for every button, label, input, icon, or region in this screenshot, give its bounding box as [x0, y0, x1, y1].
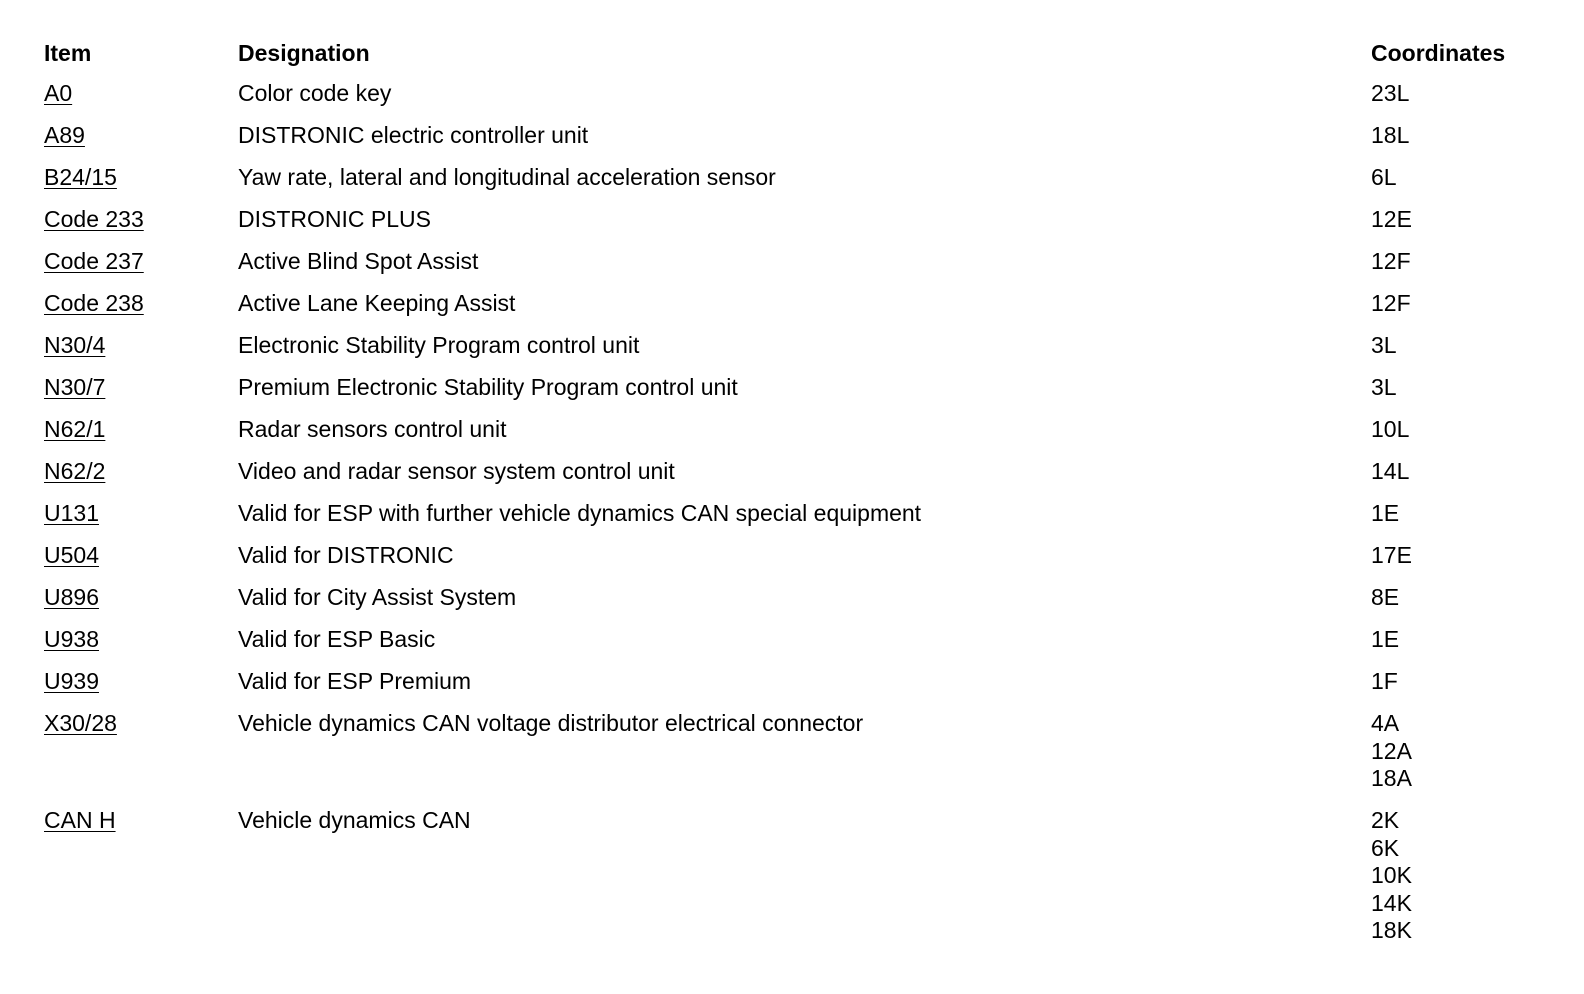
coordinate-value: 12F	[1371, 248, 1411, 274]
designation-cell: Valid for ESP with further vehicle dynamics CAN special equipment	[238, 500, 922, 526]
coordinates-cell	[1371, 616, 1564, 658]
table-row	[44, 406, 1564, 448]
item-link[interactable]: Code 237	[44, 248, 144, 274]
item-link[interactable]: X30/28	[44, 710, 117, 736]
coordinate-value: 12E	[1371, 206, 1412, 232]
item-cell	[44, 364, 238, 406]
header-item: Item	[44, 40, 92, 66]
designation-cell: Color code key	[238, 80, 392, 106]
coordinate-value: 3L	[1371, 332, 1397, 358]
designation-cell: Active Lane Keeping Assist	[238, 290, 516, 316]
coordinate-value: 3L	[1371, 374, 1397, 400]
coordinate-value: 23L	[1371, 80, 1410, 106]
item-link[interactable]: U938	[44, 626, 99, 652]
table-row	[44, 154, 1564, 196]
coordinate-value: 18L	[1371, 122, 1410, 148]
header-coordinates: Coordinates	[1371, 40, 1506, 66]
item-link[interactable]: A0	[44, 80, 73, 106]
designation-cell: Electronic Stability Program control unit	[238, 332, 640, 358]
coordinates-cell	[1371, 196, 1564, 238]
item-cell	[44, 154, 238, 196]
designation-cell: Valid for ESP Basic	[238, 626, 436, 652]
item-cell	[44, 658, 238, 700]
coordinate-value: 12A	[1371, 737, 1412, 764]
coordinates-cell	[1371, 700, 1564, 797]
table-row	[44, 574, 1564, 616]
item-link[interactable]: CAN H	[44, 807, 116, 833]
item-cell	[44, 490, 238, 532]
coordinates-cell	[1371, 448, 1564, 490]
item-link[interactable]: N62/1	[44, 416, 106, 442]
coordinates-cell	[1371, 797, 1564, 949]
coordinate-value: 6K	[1371, 834, 1400, 861]
component-legend-table	[44, 38, 1564, 949]
coordinate-value: 2K	[1371, 807, 1400, 833]
designation-cell: DISTRONIC electric controller unit	[238, 122, 589, 148]
designation-cell: Radar sensors control unit	[238, 416, 507, 442]
item-cell	[44, 406, 238, 448]
table-row	[44, 280, 1564, 322]
table-row	[44, 112, 1564, 154]
item-link[interactable]: Code 238	[44, 290, 144, 316]
table-row	[44, 70, 1564, 112]
item-cell	[44, 280, 238, 322]
coordinate-value: 1E	[1371, 626, 1400, 652]
designation-cell: Video and radar sensor system control unit	[238, 458, 675, 484]
coordinate-value: 12F	[1371, 290, 1411, 316]
coordinates-cell	[1371, 280, 1564, 322]
designation-cell: Vehicle dynamics CAN	[238, 807, 471, 833]
item-link[interactable]: U896	[44, 584, 99, 610]
item-cell	[44, 70, 238, 112]
table-row	[44, 700, 1564, 797]
table-row	[44, 448, 1564, 490]
item-cell	[44, 196, 238, 238]
table-row	[44, 196, 1564, 238]
item-link[interactable]: U504	[44, 542, 99, 568]
table-row	[44, 616, 1564, 658]
item-cell	[44, 797, 238, 949]
designation-cell: Valid for DISTRONIC	[238, 542, 454, 568]
item-link[interactable]: U939	[44, 668, 99, 694]
item-link[interactable]: U131	[44, 500, 99, 526]
coordinate-value: 14L	[1371, 458, 1410, 484]
coordinates-cell	[1371, 322, 1564, 364]
item-cell	[44, 700, 238, 797]
table-body	[44, 70, 1564, 949]
item-cell	[44, 532, 238, 574]
coordinates-cell	[1371, 574, 1564, 616]
designation-cell: Active Blind Spot Assist	[238, 248, 479, 274]
coordinate-value: 10K	[1371, 862, 1412, 888]
item-link[interactable]: N62/2	[44, 458, 106, 484]
item-link[interactable]: N30/7	[44, 374, 106, 400]
designation-cell: Yaw rate, lateral and longitudinal acceleration sensor	[238, 164, 776, 190]
designation-cell: DISTRONIC PLUS	[238, 206, 431, 232]
coordinate-value: 6L	[1371, 164, 1397, 190]
coordinate-value: 1E	[1371, 500, 1400, 526]
coordinate-value: 1F	[1371, 668, 1398, 694]
item-link[interactable]: A89	[44, 122, 85, 148]
item-link[interactable]: N30/4	[44, 332, 106, 358]
designation-cell: Premium Electronic Stability Program control unit	[238, 374, 738, 400]
table-row	[44, 238, 1564, 280]
item-link[interactable]: Code 233	[44, 206, 144, 232]
table-row	[44, 490, 1564, 532]
coordinate-value: 18K	[1371, 917, 1412, 943]
coordinates-cell	[1371, 658, 1564, 700]
header-designation: Designation	[238, 40, 370, 66]
table-header-row	[44, 38, 1564, 70]
table-row	[44, 322, 1564, 364]
coordinates-cell	[1371, 490, 1564, 532]
coordinate-value: 8E	[1371, 584, 1400, 610]
coordinate-value: 18A	[1371, 765, 1412, 791]
coordinates-cell	[1371, 238, 1564, 280]
coordinates-cell	[1371, 406, 1564, 448]
coordinates-cell	[1371, 70, 1564, 112]
table-row	[44, 658, 1564, 700]
coordinate-value: 4A	[1371, 710, 1400, 736]
coordinate-value: 14K	[1371, 889, 1412, 916]
table-row	[44, 364, 1564, 406]
coordinate-value: 17E	[1371, 542, 1412, 568]
designation-cell: Valid for ESP Premium	[238, 668, 472, 694]
item-link[interactable]: B24/15	[44, 164, 117, 190]
coordinates-cell	[1371, 112, 1564, 154]
coordinates-cell	[1371, 364, 1564, 406]
coordinate-value: 10L	[1371, 416, 1410, 442]
table-row	[44, 797, 1564, 949]
coordinates-cell	[1371, 154, 1564, 196]
item-cell	[44, 238, 238, 280]
coordinates-cell	[1371, 532, 1564, 574]
item-cell	[44, 574, 238, 616]
item-cell	[44, 616, 238, 658]
item-cell	[44, 322, 238, 364]
designation-cell: Valid for City Assist System	[238, 584, 517, 610]
designation-cell: Vehicle dynamics CAN voltage distributor electrical connector	[238, 710, 864, 736]
item-cell	[44, 112, 238, 154]
item-cell	[44, 448, 238, 490]
table-row	[44, 532, 1564, 574]
